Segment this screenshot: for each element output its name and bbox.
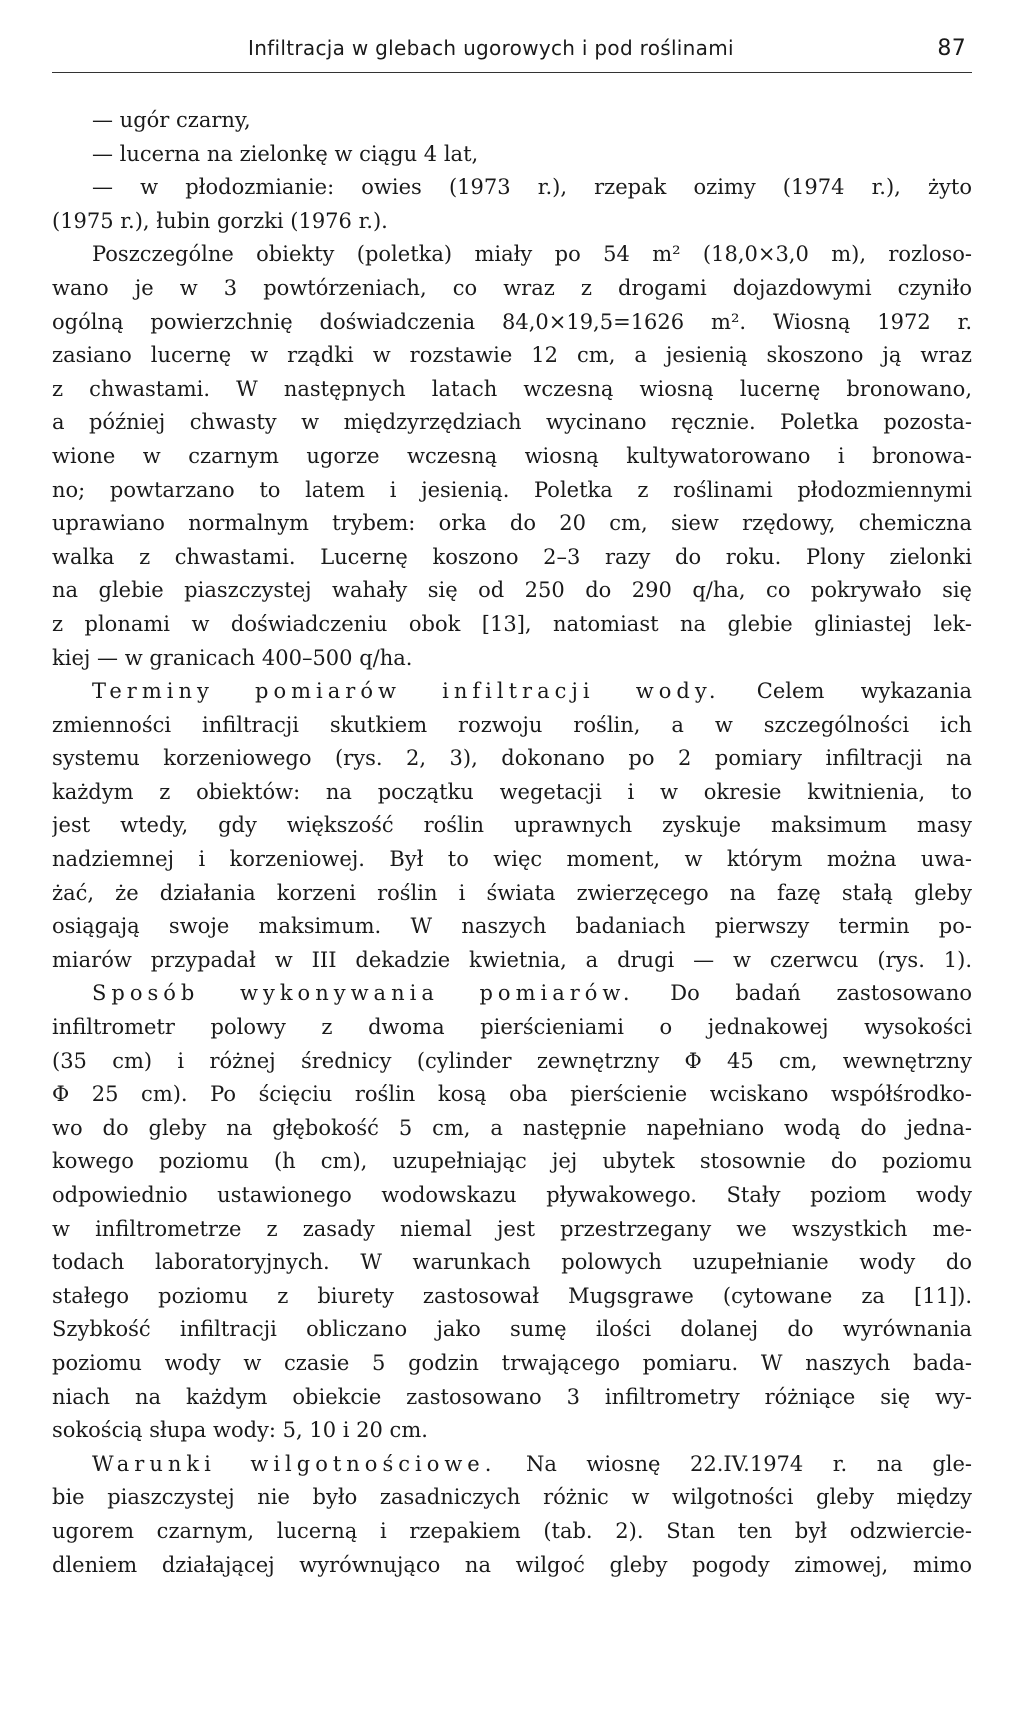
line-text: Na wiosnę 22.IV.1974 r. na gle- [496,1451,972,1476]
line-text: Celem wykazania [720,679,972,704]
text-line [52,574,972,608]
page [52,22,972,1577]
line-text: ogólną powierzchnię doświadczenia 84,0×19,5=1626 m². Wiosną 1972 r. [52,309,972,334]
section-heading: Terminy pomiarów infiltracji wody. [92,679,721,704]
text-line [52,1145,972,1179]
line-text: uprawiano normalnym trybem: orka do 20 cm, siew rzędowy, chemiczna [52,511,972,536]
line-text: z plonami w doświadczeniu obok [13], natomiast na glebie gliniastej lek- [52,611,972,636]
text-line [52,406,972,440]
text-line [52,474,972,508]
line-text: walka z chwastami. Lucernę koszono 2–3 razy do roku. Plony zielonki [52,544,972,569]
line-text: todach laboratoryjnych. W warunkach polowych uzupełnianie wody do [52,1250,972,1275]
line-text: zmienności infiltracji skutkiem rozwoju roślin, a w szczególności ich [52,712,972,737]
line-text: zasiano lucernę w rządki w rozstawie 12 cm, a jesienią skoszono ją wraz [52,343,972,368]
text-line [52,1179,972,1213]
line-text: z chwastami. W następnych latach wczesną wiosną lucernę bronowano, [52,376,972,401]
text-line [52,1078,972,1112]
line-text: każdym z obiektów: na początku wegetacji i w okresie kwitnienia, to [52,779,972,804]
line-text: wano je w 3 powtórzeniach, co wraz z drogami dojazdowymi czyniło [52,275,972,300]
text-line [52,877,972,911]
section-heading: Sposób wykonywania pomiarów. [92,981,635,1006]
line-text: no; powtarzano to latem i jesienią. Poletka z roślinami płodozmiennymi [52,477,972,502]
line-text: stałego poziomu z biurety zastosował Mugsgrawe (cytowane za [11]). [52,1283,972,1308]
line-text: Poszczególne obiekty (poletka) miały po 54 m² (18,0×3,0 m), rozloso- [92,242,972,267]
text-line [52,104,972,138]
text-line [52,1381,972,1415]
text-line [52,675,972,709]
line-text: odpowiednio ustawionego wodowskazu pływakowego. Stały poziom wody [52,1183,972,1207]
text-line [52,1246,972,1280]
running-title: Infiltracja w glebach ugorowych i pod roślinami [248,36,734,60]
line-text: a później chwasty w międzyrzędziach wycinano ręcznie. Poletka pozosta- [52,410,972,435]
line-text: (1975 r.), łubin gorzki (1976 r.). [52,208,388,233]
text-line [52,1515,972,1549]
line-text: nadziemnej i korzeniowej. Był to więc moment, w którym można uwa- [52,847,972,872]
line-text: bie piaszczystej nie było zasadniczych różnic w wilgotności gleby między [52,1485,972,1510]
line-text: osiągają swoje maksimum. W naszych badaniach pierwszy termin po- [52,914,972,939]
line-text: żać, że działania korzeni roślin i świata zwierzęcego na fazę stałą gleby [52,880,972,905]
text-line [52,1045,972,1079]
header-rule [52,72,972,73]
line-text: Szybkość infiltracji obliczano jako sumę ilości dolanej do wyrównania [52,1317,972,1342]
text-line [52,742,972,776]
text-line [52,272,972,306]
text-line [52,541,972,575]
section-heading: Warunki wilgotnościowe. [92,1451,497,1476]
line-text: wione w czarnym ugorze wczesną wiosną kultywatorowano i bronowa- [52,443,972,468]
text-line [52,608,972,642]
text-line [52,205,972,239]
text-line [52,1481,972,1515]
text-line [52,1280,972,1314]
text-line [52,1549,972,1583]
line-text: systemu korzeniowego (rys. 2, 3), dokonano po 2 pomiary infiltracji na [52,746,972,771]
text-line [52,1347,972,1381]
line-text: na glebie piaszczystej wahały się od 250 do 290 q/ha, co pokrywało się [52,578,972,603]
line-text: w infiltrometrze z zasady niemal jest przestrzegany we wszystkich me- [52,1216,972,1241]
line-text: dleniem działającej wyrównująco na wilgoć gleby pogody zimowej, mimo [52,1552,972,1577]
body-text [52,104,972,1582]
text-line [52,373,972,407]
text-line [52,1313,972,1347]
line-text: — lucerna na zielonkę w ciągu 4 lat, [92,141,479,166]
text-line [52,910,972,944]
text-line [52,776,972,810]
text-line [52,238,972,272]
text-line [52,977,972,1011]
text-line [52,1011,972,1045]
text-line [52,1112,972,1146]
line-text: niach na każdym obiekcie zastosowano 3 infiltrometry różniące się wy- [52,1384,972,1409]
line-text: Φ 25 cm). Po ścięciu roślin kosą oba pierścienie wciskano współśrodko- [52,1082,972,1107]
line-text: kiej — w granicach 400–500 q/ha. [52,645,413,670]
text-line [52,843,972,877]
line-text: miarów przypadał w III dekadzie kwietnia, a drugi — w czerwcu (rys. 1). [52,947,972,972]
text-line [52,809,972,843]
text-line [52,1213,972,1247]
text-line [52,507,972,541]
line-text: kowego poziomu (h cm), uzupełniając jej ubytek stosownie do poziomu [52,1149,972,1174]
page-number: 87 [937,36,966,61]
line-text: — w płodozmianie: owies (1973 r.), rzepak ozimy (1974 r.), żyto [92,175,972,200]
text-line [52,642,972,676]
line-text: infiltrometr polowy z dwoma pierścieniami o jednakowej wysokości [52,1015,972,1040]
line-text: Do badań zastosowano [634,981,972,1006]
line-text: ugorem czarnym, lucerną i rzepakiem (tab. 2). Stan ten był odzwiercie- [52,1518,972,1543]
line-text: wo do gleby na głębokość 5 cm, a następnie napełniano wodą do jedna- [52,1115,972,1140]
text-line [52,1448,972,1482]
line-text: sokością słupa wody: 5, 10 i 20 cm. [52,1418,428,1443]
text-line [52,171,972,205]
line-text: jest wtedy, gdy większość roślin uprawnych zyskuje maksimum masy [52,813,972,838]
text-line [52,138,972,172]
running-head [52,22,972,68]
line-text: (35 cm) i różnej średnicy (cylinder zewnętrzny Φ 45 cm, wewnętrzny [52,1048,972,1073]
text-line [52,1414,972,1448]
text-line [52,306,972,340]
text-line [52,944,972,978]
line-text: — ugór czarny, [92,108,251,132]
text-line [52,709,972,743]
text-line [52,440,972,474]
text-line [52,339,972,373]
line-text: poziomu wody w czasie 5 godzin trwającego pomiaru. W naszych bada- [52,1350,972,1375]
